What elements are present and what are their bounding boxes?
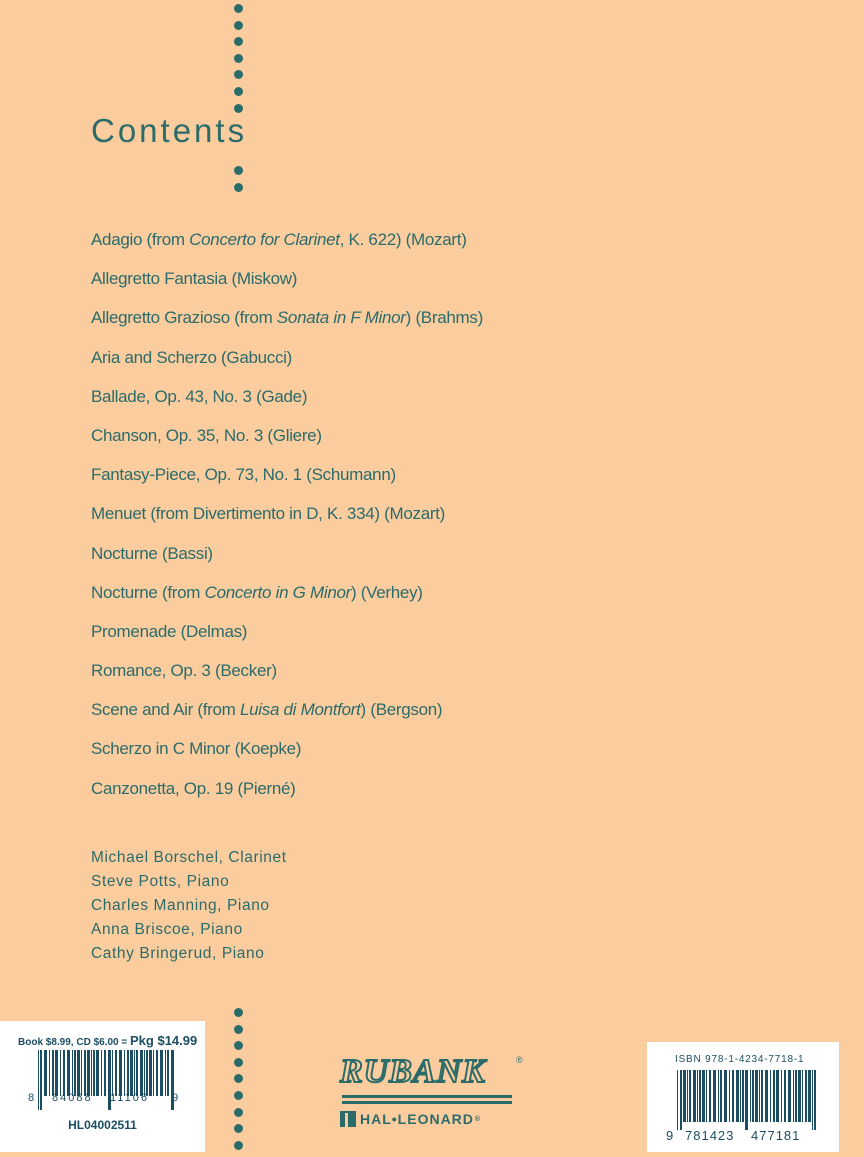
contents-item: Scherzo in C Minor (Koepke) [91, 739, 302, 759]
isbn-barcode [677, 1070, 817, 1135]
contents-item: Promenade (Delmas) [91, 621, 248, 641]
contents-item: Scene and Air (from Luisa di Montfort) (Bergson) [91, 700, 443, 720]
contents-item: Menuet (from Divertimento in D, K. 334) (Mozart) [91, 504, 446, 524]
hal-leonard-logo [340, 1111, 481, 1127]
dot [234, 1124, 243, 1133]
contents-item: Allegretto Grazioso (from Sonata in F Minor) (Brahms) [91, 308, 483, 328]
contents-item: Romance, Op. 3 (Becker) [91, 661, 277, 681]
price-line [18, 1033, 197, 1048]
logo-rule [342, 1101, 512, 1104]
contents-item: Ballade, Op. 43, No. 3 (Gade) [91, 386, 308, 406]
dot [234, 1108, 243, 1117]
credit-line: Anna Briscoe, Piano [91, 921, 243, 938]
page-title: Contents [91, 112, 248, 149]
contents-item: Nocturne (Bassi) [91, 543, 213, 563]
contents-item: Chanson, Op. 35, No. 3 (Gliere) [91, 425, 322, 445]
dot [234, 1025, 243, 1034]
isbn-digits-right: 477181 [751, 1128, 801, 1143]
dot [234, 1041, 243, 1050]
logo-rule [342, 1095, 512, 1098]
contents-item: Nocturne (from Concerto in G Minor) (Verhey) [91, 582, 423, 602]
contents-item: Canzonetta, Op. 19 (Pierné) [91, 778, 296, 798]
top-dot-column [234, 4, 244, 120]
price-total: Pkg $14.99 [130, 1033, 198, 1048]
dot [234, 4, 243, 13]
price-barcode-label [0, 1021, 205, 1152]
contents-item: Adagio (from Concerto for Clarinet, K. 622) (Mozart) [91, 230, 467, 249]
dot [234, 166, 243, 175]
price-prefix: Book $8.99, CD $6.00 = [18, 1037, 131, 1048]
publisher-logo [340, 1053, 530, 1133]
isbn-barcode-label [647, 1042, 839, 1152]
contents-item: Allegretto Fantasia (Miskow) [91, 269, 298, 289]
hal-leonard-reg: ® [474, 1115, 482, 1123]
dot [234, 1091, 243, 1100]
dot [234, 70, 243, 79]
dot [234, 1058, 243, 1067]
dot [234, 37, 243, 46]
registered-mark: ® [516, 1055, 523, 1065]
dot [234, 1074, 243, 1083]
isbn-digit-first: 9 [666, 1128, 674, 1143]
hal-leonard-icon [340, 1111, 356, 1127]
hal-leonard-wordmark: HAL•LEONARD [360, 1111, 474, 1127]
credit-line: Cathy Bringerud, Piano [91, 945, 265, 962]
dot [234, 21, 243, 30]
barcode-digits-right: 11106 [110, 1092, 149, 1104]
credits-list [91, 848, 287, 968]
isbn-text: ISBN 978-1-4234-7718-1 [675, 1054, 805, 1065]
rubank-logo: RUBANK [340, 1053, 486, 1090]
product-code: HL04002511 [68, 1118, 137, 1132]
barcode-digit-first: 8 [28, 1092, 35, 1104]
credit-line: Charles Manning, Piano [91, 897, 270, 914]
dot [234, 1008, 243, 1017]
dot [234, 54, 243, 63]
isbn-digits-left: 781423 [685, 1128, 735, 1143]
contents-item: Fantasy-Piece, Op. 73, No. 1 (Schumann) [91, 465, 396, 485]
barcode-digit-last: 9 [172, 1092, 179, 1104]
contents-list [91, 226, 483, 814]
barcode-digits-left: 84088 [52, 1092, 93, 1104]
contents-item: Aria and Scherzo (Gabucci) [91, 347, 293, 367]
dot [234, 1141, 243, 1150]
bottom-dot-column [234, 1008, 244, 1157]
dot [234, 183, 243, 192]
dot [234, 87, 243, 96]
mid-dot-column [234, 166, 244, 199]
credit-line: Steve Potts, Piano [91, 873, 230, 890]
credit-line: Michael Borschel, Clarinet [91, 849, 287, 866]
